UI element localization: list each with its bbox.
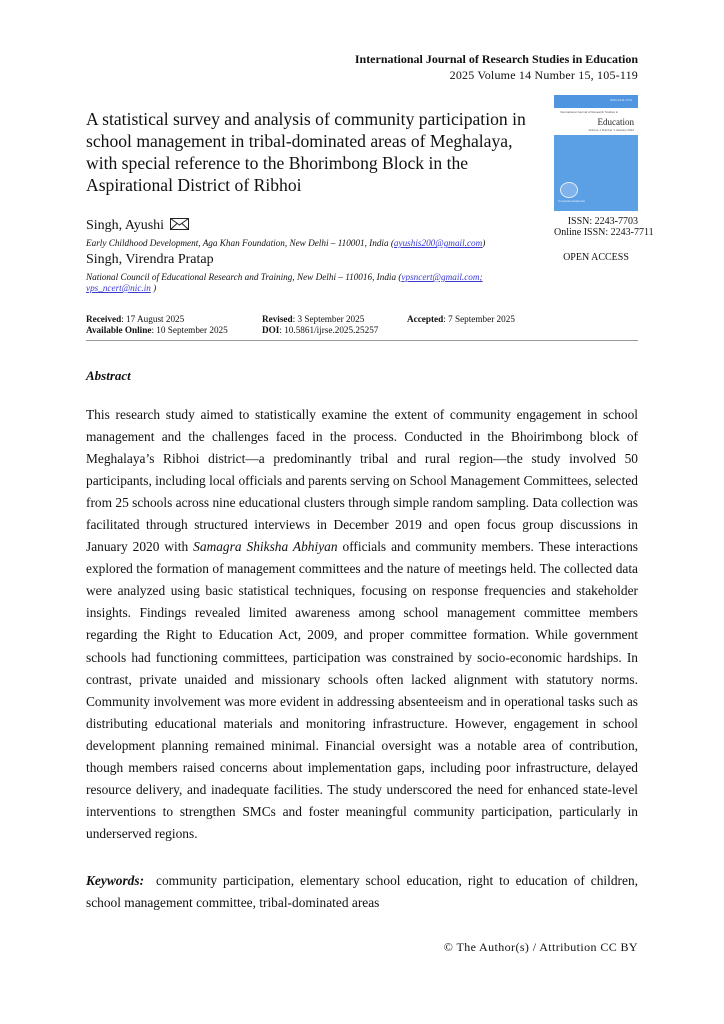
- keywords-list: community participation, elementary school education, right to education of children, school management committee, tribal-dominated areas: [86, 873, 638, 910]
- author-1-name: Singh, Ayushi: [86, 218, 165, 233]
- abstract-heading: Abstract: [86, 368, 131, 383]
- author-1-affiliation: [86, 238, 526, 249]
- keywords-label: Keywords:: [86, 873, 145, 888]
- issn-block: [554, 216, 654, 238]
- mail-icon[interactable]: [170, 218, 189, 230]
- emblem-caption: Consortia Academia: [558, 199, 585, 203]
- author-2-email-link[interactable]: vpsncert@gmail.com;: [401, 272, 483, 282]
- journal-name: International Journal of Research Studies in Education: [354, 52, 638, 66]
- article-title: A statistical survey and analysis of community participation in school management in tribal-dominated areas of Meghalaya, with special reference to the Bhorimbong Block in the Aspirational District of Ribhoi: [86, 109, 526, 195]
- author-2-affiliation: [86, 272, 526, 294]
- issn-online: Online ISSN: 2243-7711: [554, 227, 654, 238]
- issn-print: ISSN: 2243-7703: [567, 216, 638, 227]
- license-notice: © The Author(s) / Attribution CC BY: [443, 940, 638, 954]
- author-2-email-link-2[interactable]: vps_ncert@nic.in: [86, 283, 151, 293]
- open-access-label: OPEN ACCESS: [563, 252, 629, 263]
- accepted-date: Accepted: 7 September 2025: [407, 314, 515, 324]
- publisher-emblem-icon: [560, 182, 578, 198]
- author-1-email-link[interactable]: ayushis200@gmail.com: [393, 238, 483, 248]
- header-divider: [86, 340, 638, 341]
- program-name: Samagra Shiksha Abhiyan: [193, 539, 338, 555]
- author-1: [86, 218, 189, 234]
- article-dates: [86, 314, 526, 336]
- abstract-body: This research study aimed to statistically examine the extent of community engagement in school management and the challenges faced in the process. Conducted in the Bhoirimbong block of Meghalaya’s Ribhoi district—a predominantly tribal and rural region—the study involved 50 participants, including local officials and parents serving on School Management Committees, selected from 25 schools across nine educational clusters through simple random sampling. Data collection was facilitated through structured interviews in December 2019 and open focus group discussions in January 2020 with Samagra Shiksha Abhiyan officials and community members. These interactions explored the formation of management committees and the nature of meetings held. The collected data were analyzed using basic statistical techniques, focusing on response frequencies and stakeholder insights. Findings revealed limited awareness among school management committee members regarding the Right to Education Act, 2009, and proper committee formation. While government schools had functioning committees, participation was constrained by socio-economic hardships. In contrast, private unaided and missionary schools often lacked alignment with statutory norms. Community involvement was more evident in addressing absenteeism and in operational tasks such as distributing educational materials and monitoring infrastructure. However, engagement in school development planning remained minimal. Financial oversight was a notable area of contribution, though members raised concerns about implementation gaps, including poor infrastructure, delayed resource delivery, and inadequate facilities. The study underscored the need for enhanced state-level interventions to strengthen SMCs and foster meaningful community participation, particularly in underserved regions.: [86, 407, 638, 841]
- cover-small-line: International Journal of Research Studies in: [560, 110, 619, 114]
- available-online-date: Available Online: 10 September 2025: [86, 325, 228, 335]
- affiliation-close: ): [150, 283, 157, 293]
- cover-top-text: ISSN 2243-7703: [609, 98, 632, 102]
- affiliation-text: National Council of Educational Research and Training, New Delhi – 110016, India (: [86, 272, 402, 282]
- affiliation-text: Early Childhood Development, Aga Khan Foundation, New Delhi – 110001, India (: [86, 238, 394, 248]
- revised-date: Revised: 3 September 2025: [262, 314, 365, 324]
- doi[interactable]: DOI: 10.5861/ijrse.2025.25257: [262, 325, 379, 335]
- received-date: Received: 17 August 2025: [86, 314, 185, 324]
- journal-cover-image: [554, 95, 638, 211]
- cover-title: Education: [597, 117, 634, 127]
- journal-issue-info: 2025 Volume 14 Number 15, 105-119: [449, 68, 638, 82]
- author-2-name: Singh, Virendra Pratap: [86, 252, 214, 267]
- cover-title-band: [554, 108, 638, 135]
- keywords: [86, 870, 638, 914]
- affiliation-close: ): [482, 238, 486, 248]
- cover-subtitle: Volume 1 Number 1 January 2012: [588, 128, 634, 132]
- author-2: [86, 252, 214, 268]
